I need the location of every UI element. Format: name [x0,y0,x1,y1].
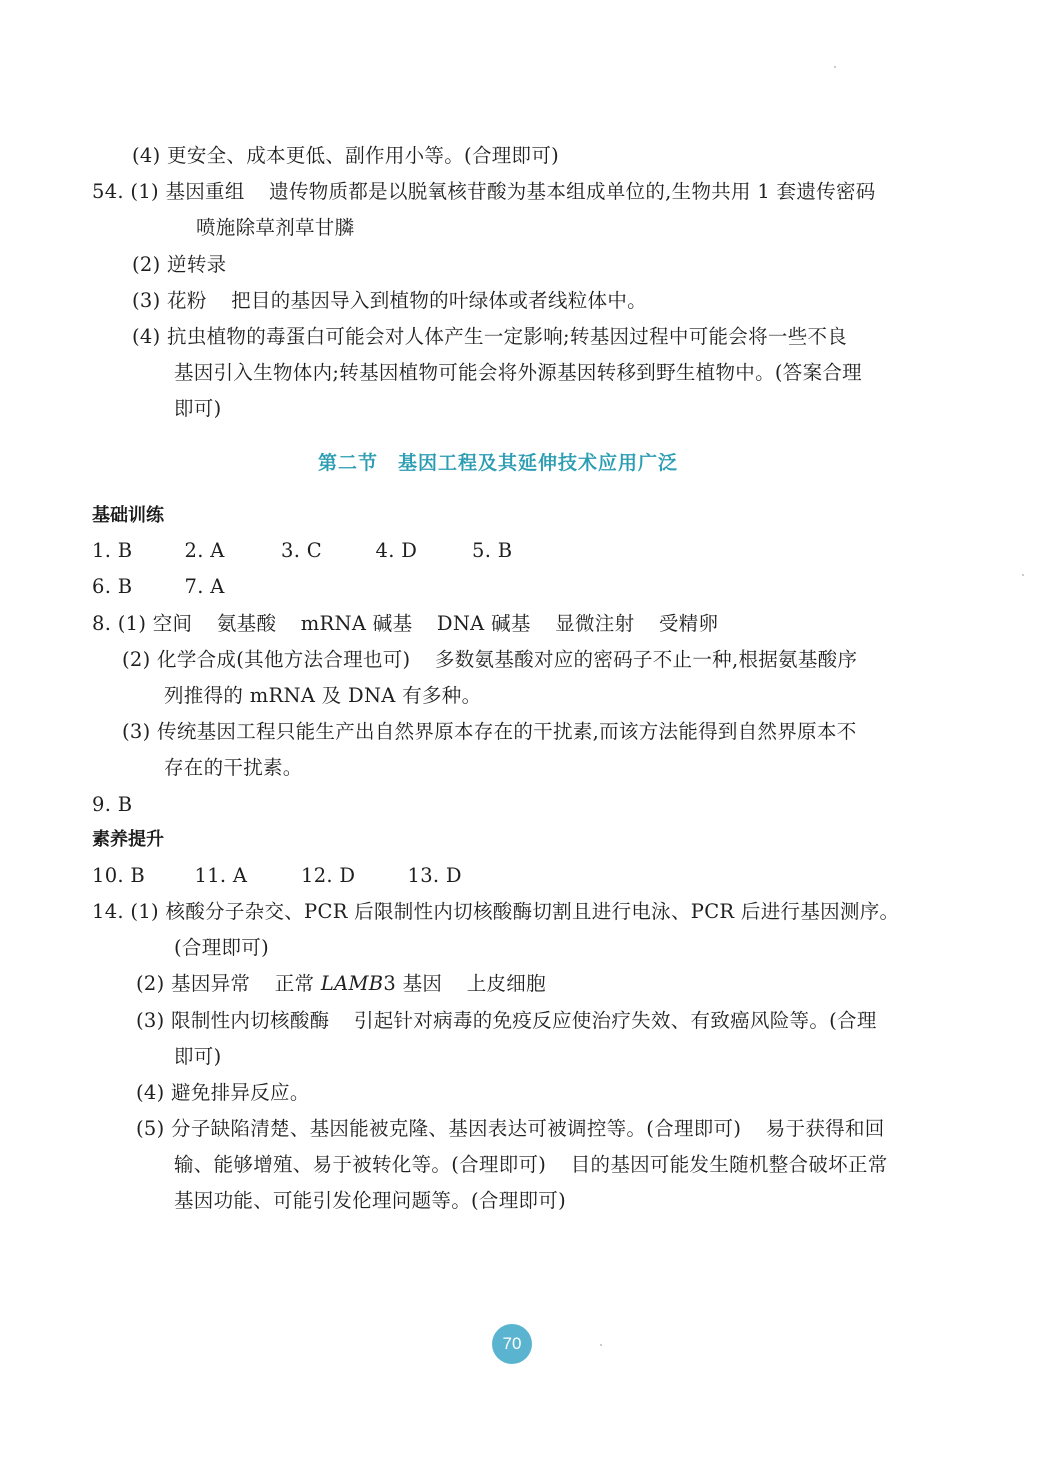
answer-text: 受精卵 [658,612,719,635]
q14-part1-line2 [174,935,269,961]
answer-text: 限制性内切核酸酶 [171,1009,330,1032]
q8-part2 [122,647,857,673]
mc-answer: 10. B [92,864,146,887]
answer-text: 基因功能、可能引发伦理问题等。(合理即可) [174,1189,567,1212]
q54-part2 [132,252,226,278]
q14-part5 [136,1116,885,1142]
q14-part3 [136,1008,877,1034]
part-label: (3) [132,289,161,312]
answer-text: 目的基因可能发生随机整合破坏正常 [570,1153,888,1176]
question-number: 14. [92,900,124,923]
scan-speck [834,66,836,68]
answer-text: 存在的干扰素。 [164,756,303,779]
part-label: (3) [122,720,151,743]
part-label: (4) [132,144,161,167]
heading-basic-training: 基础训练 [92,505,164,526]
part-label: (2) [136,972,165,995]
answer-text: 分子缺陷清楚、基因能被克隆、基因表达可被调控等。(合理即可) [171,1117,742,1140]
answer-text: 氨基酸 [216,612,277,635]
scan-speck [600,1344,602,1346]
q54-part4-line2 [174,360,862,386]
answer-text: 避免排异反应。 [171,1081,310,1104]
answer-text: 基因异常 [171,972,251,995]
mc-row-2 [92,574,225,600]
mc-answer: 11. A [194,864,248,887]
part-label: (2) [132,253,161,276]
answer-text: 即可) [174,1045,222,1068]
q54-part1-cont [196,215,354,241]
scan-speck [1022,574,1024,576]
q14-part5-line2 [174,1152,888,1178]
answer-fragment: 正常 [274,972,321,995]
answer-text: 即可) [174,397,222,420]
mc-answer: 9. B [92,793,133,816]
mc-answer: 1. B [92,539,133,562]
mc-answer: 12. D [301,864,356,887]
q9 [92,792,132,818]
answer-text [275,972,442,995]
answer-text: 多数氨基酸对应的密码子不止一种,根据氨基酸序 [434,648,858,671]
answer-text: DNA 碱基 [436,612,531,635]
q14-part3-line2 [174,1044,222,1070]
answer-text: 喷施除草剂草甘膦 [196,216,355,239]
mc-answer: 4. D [375,539,418,562]
part-label: (1) [130,900,159,923]
answer-text: 传统基因工程只能生产出自然界原本存在的干扰素,而该方法能得到自然界原本不 [157,720,857,743]
answer-text: 把目的基因导入到植物的叶绿体或者线粒体中。 [231,289,647,312]
answer-text: 列推得的 mRNA 及 DNA 有多种。 [164,684,482,707]
part-label: (3) [136,1009,165,1032]
heading-advanced: 素养提升 [92,829,164,850]
mc-answer: 7. A [184,575,225,598]
q14-part1 [92,899,899,925]
q54-part1 [92,179,876,205]
answer-text: 输、能够增殖、易于被转化等。(合理即可) [174,1153,547,1176]
answer-text: 花粉 [167,289,207,312]
page-number-badge: 70 [492,1324,532,1364]
answer-text: (合理即可) [174,936,270,959]
answer-text: 逆转录 [167,253,227,276]
answer-text: 引起针对病毒的免疫反应使治疗失效、有致癌风险等。(合理 [353,1009,877,1032]
answer-fragment: 3 基因 [383,972,443,995]
answer-text: 基因引入生物体内;转基因植物可能会将外源基因转移到野生植物中。(答案合理 [174,361,862,384]
mc-row-3 [92,863,462,889]
mc-answer: 13. D [407,864,462,887]
mc-answer: 5. B [472,539,513,562]
mc-answer: 3. C [281,539,322,562]
q54-part3 [132,288,647,314]
part-label: (2) [122,648,151,671]
mc-answer: 6. B [92,575,133,598]
answer-text: 核酸分子杂交、PCR 后限制性内切核酸酶切割且进行电泳、PCR 后进行基因测序。 [165,900,900,923]
q54-part4 [132,324,847,350]
q8-part3 [122,719,857,745]
q14-part5-line3 [174,1188,566,1214]
part-label: (4) [132,325,161,348]
part-label: (1) [130,180,159,203]
part-label: (4) [136,1081,165,1104]
answer-text: mRNA 碱基 [300,612,413,635]
mc-answer: 2. A [184,539,225,562]
answer-text: 化学合成(其他方法合理也可) [157,648,411,671]
part-label: (1) [117,612,147,635]
part-label: (5) [136,1117,165,1140]
answer-text: 易于获得和回 [765,1117,885,1140]
answer-text: 上皮细胞 [466,972,546,995]
answer-text: 基因重组 [165,180,245,203]
q8-part1 [92,611,718,637]
answer-text: 空间 [152,612,193,635]
q14-part2 [136,971,546,997]
q8-part3-line2 [164,755,303,781]
gene-name-italic: LAMB [320,972,384,995]
question-number: 8. [92,612,112,635]
answer-text: 遗传物质都是以脱氧核苷酸为基本组成单位的,生物共用 1 套遗传密码 [269,180,876,203]
answer-text: 更安全、成本更低、副作用小等。(合理即可) [167,144,560,167]
q54-part4-line3 [174,396,222,422]
answer-text: 显微注射 [555,612,635,635]
q53-part4 [132,143,559,169]
section-title: 第二节 基因工程及其延伸技术应用广泛 [318,452,679,474]
question-number: 54. [92,180,124,203]
q8-part2-line2 [164,683,481,709]
q14-part4 [136,1080,310,1106]
answer-text: 抗虫植物的毒蛋白可能会对人体产生一定影响;转基因过程中可能会将一些不良 [167,325,848,348]
mc-row-1 [92,538,512,564]
